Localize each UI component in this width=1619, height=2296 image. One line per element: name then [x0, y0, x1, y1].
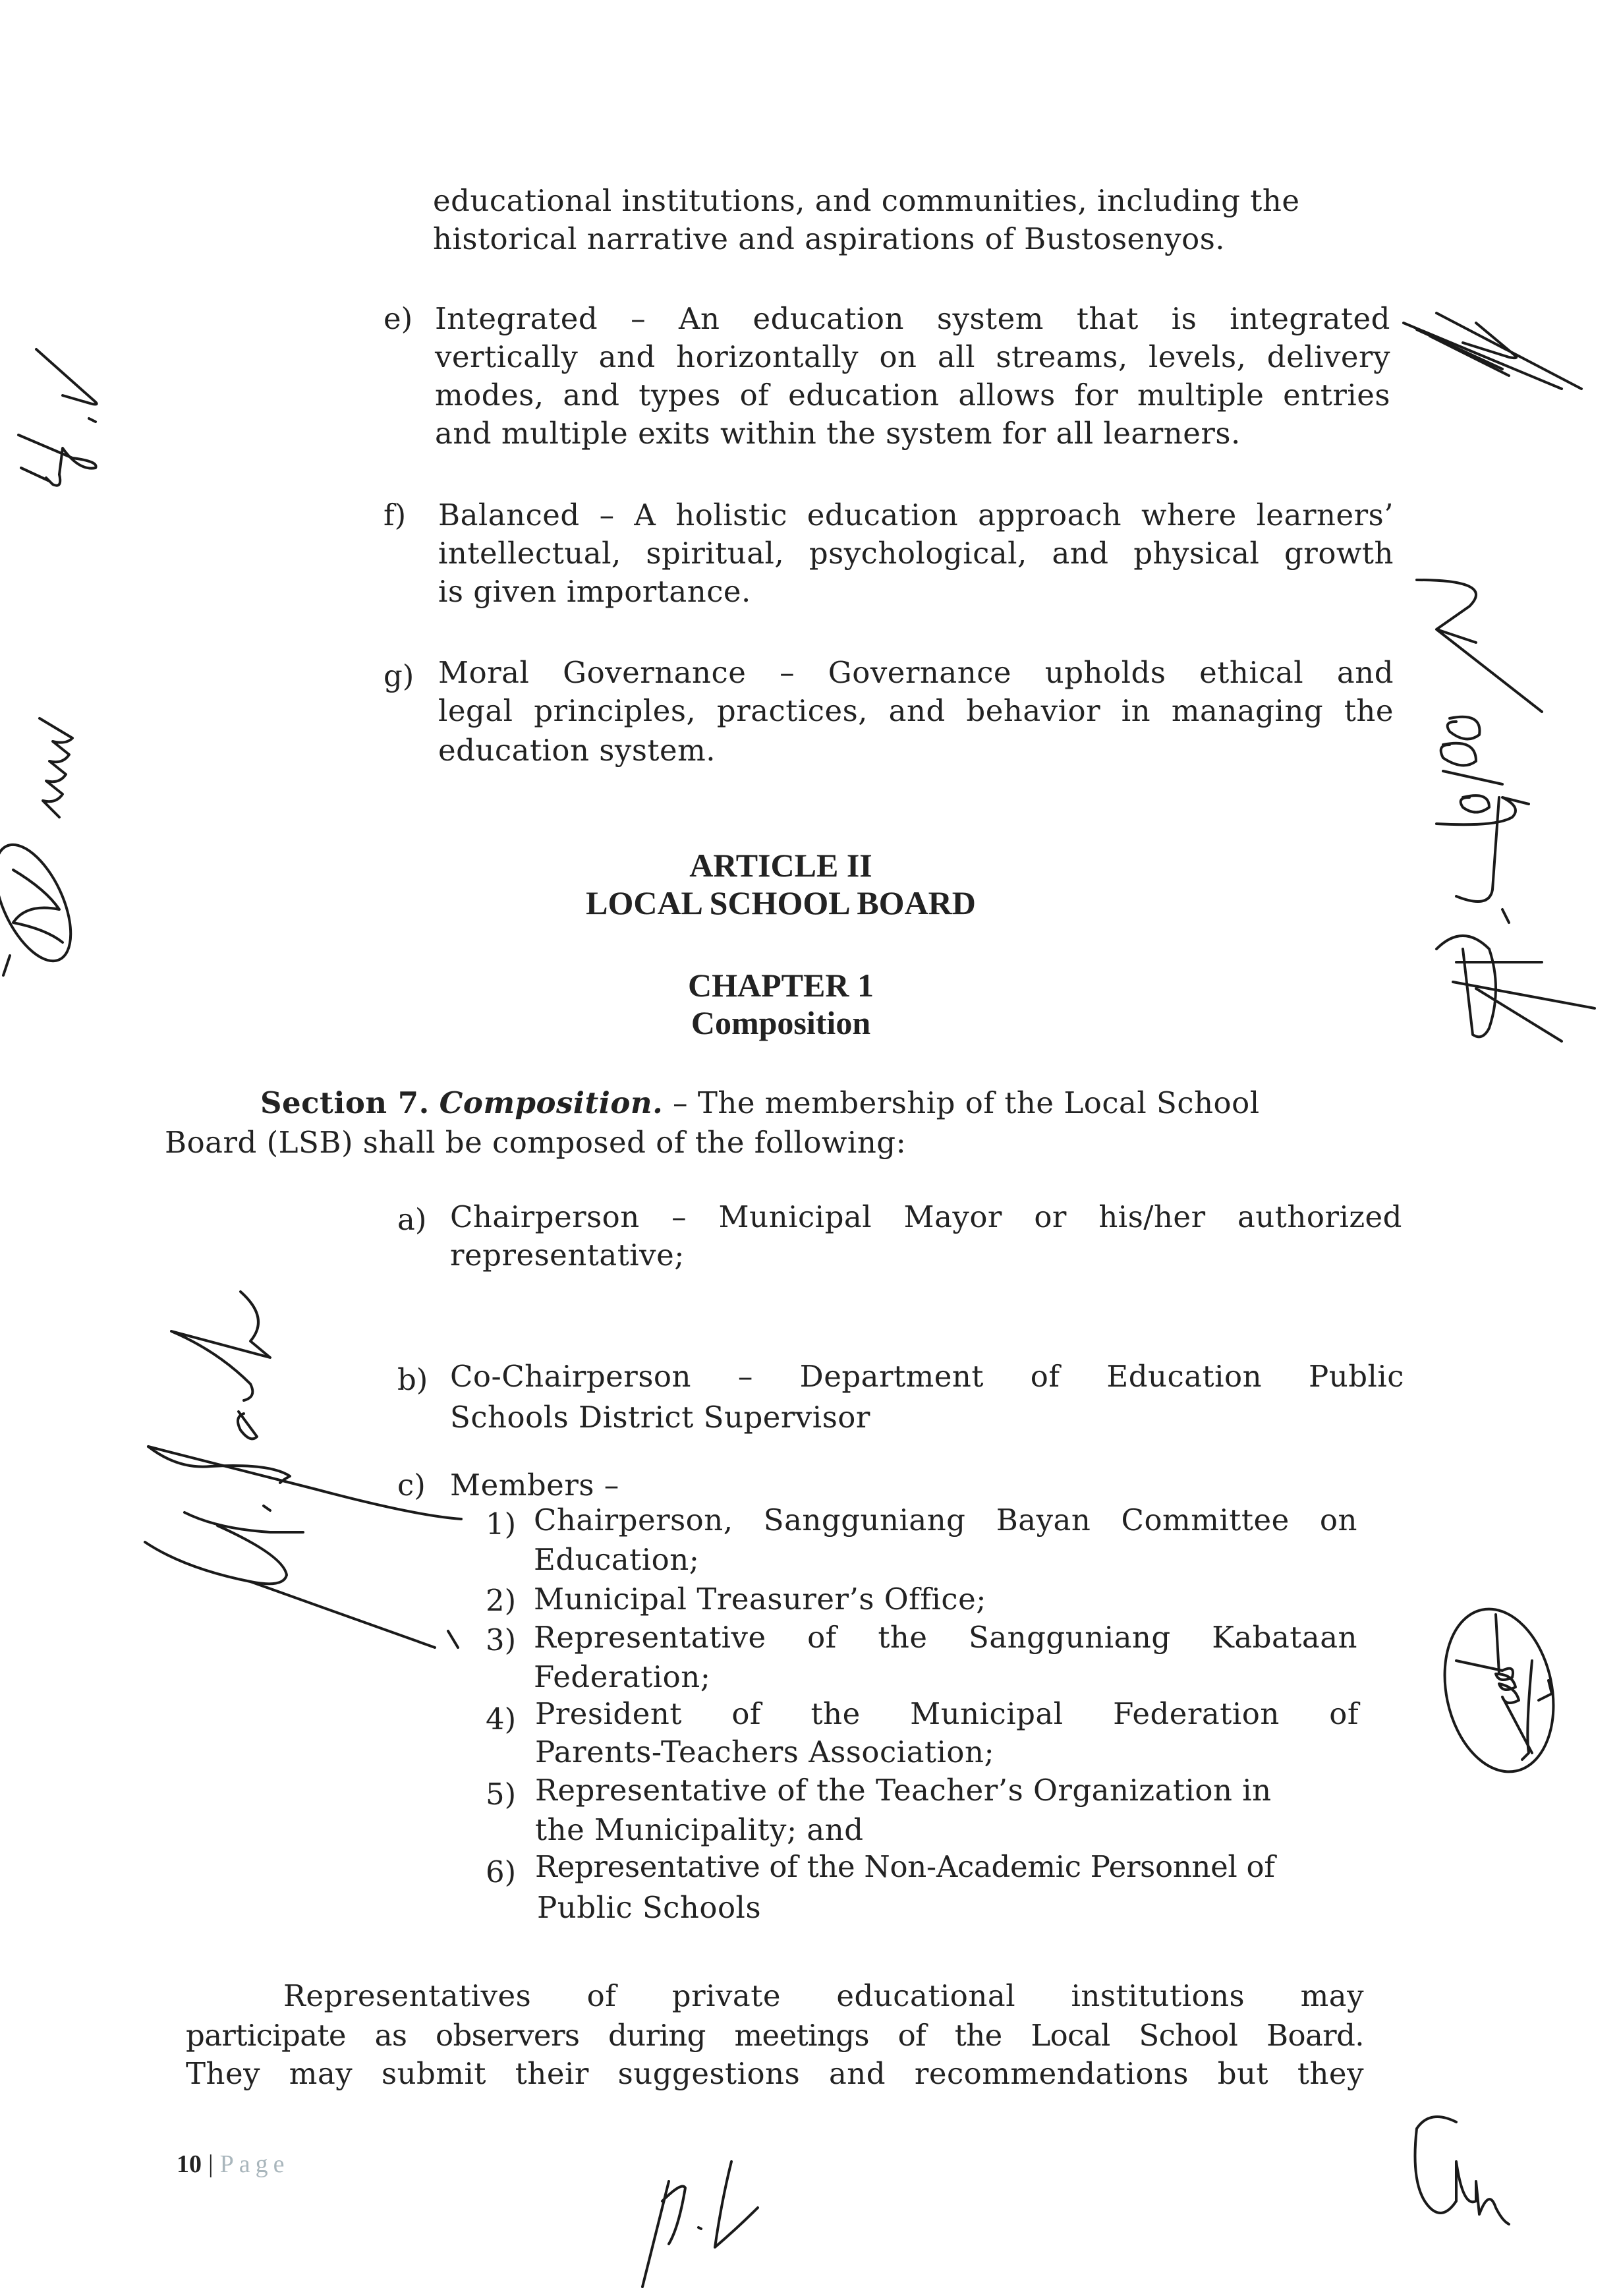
list-marker: 1): [486, 1507, 517, 1541]
member-line: Representative of the Teacher’s Organization in: [535, 1773, 1272, 1808]
signature-left-top: [0, 343, 132, 712]
footer-separator: |: [208, 2150, 213, 2178]
member-line: President of the Municipal Federation of: [535, 1696, 1359, 1731]
composition-line: representative;: [450, 1238, 685, 1273]
signature-right-lower: [1417, 1601, 1581, 1839]
principle-line: is given importance.: [438, 574, 751, 609]
member-line: Representative of the Sangguniang Kabataan: [534, 1620, 1357, 1655]
principle-line: Integrated – An education system that is integrated: [435, 301, 1390, 336]
article-title: LOCAL SCHOOL BOARD: [586, 884, 976, 921]
list-marker: f): [383, 498, 407, 532]
principle-line: intellectual, spiritual, psychological, and physical growth: [438, 536, 1394, 571]
section-text: – The membership of the Local School: [663, 1085, 1260, 1120]
closing-line: They may submit their suggestions and recommendations but they: [186, 2056, 1364, 2091]
signature-right-top: [1397, 310, 1595, 587]
signature-right-bottom: [1404, 2109, 1562, 2241]
list-marker: b): [397, 1362, 428, 1397]
list-marker: 6): [486, 1854, 517, 1889]
list-marker: 2): [486, 1583, 517, 1618]
page-number: 10: [177, 2150, 202, 2178]
list-marker: g): [383, 658, 414, 693]
continuation-line: educational institutions, and communities, including the: [433, 183, 1300, 218]
section-label: Section 7.: [260, 1085, 430, 1120]
principle-line: education system.: [438, 733, 716, 768]
section-text-line: Board (LSB) shall be composed of the following:: [165, 1125, 907, 1160]
article-number: ARTICLE II: [689, 847, 872, 884]
member-line: Chairperson, Sangguniang Bayan Committee on: [534, 1503, 1357, 1537]
closing-line: Representatives of private educational institutions may: [283, 1978, 1364, 2013]
list-marker: 5): [486, 1777, 517, 1812]
list-marker: a): [397, 1202, 427, 1237]
chapter-title: Composition: [691, 1004, 871, 1041]
principle-line: and multiple exits within the system for all learners.: [435, 416, 1241, 451]
composition-line: Members –: [450, 1468, 619, 1503]
composition-line: Schools District Supervisor: [450, 1400, 870, 1435]
principle-line: vertically and horizontally on all streams, levels, delivery: [435, 339, 1390, 374]
signature-left-lower: [119, 1265, 461, 1700]
page-label: Page: [219, 2150, 290, 2178]
chapter-number: CHAPTER 1: [688, 967, 874, 1004]
section-title: Composition.: [439, 1085, 664, 1120]
composition-line: Co-Chairperson – Department of Education Public: [450, 1359, 1404, 1394]
list-marker: c): [397, 1468, 426, 1503]
signature-left-middle: [0, 692, 132, 1087]
principle-line: Moral Governance – Governance upholds ethical and: [438, 655, 1394, 690]
signature-right-middle: [1397, 580, 1614, 1456]
member-line: Representative of the Non-Academic Personnel of: [535, 1849, 1275, 1884]
signature-bottom-center: [633, 2135, 817, 2296]
list-marker: 3): [486, 1622, 517, 1657]
list-marker: e): [383, 301, 413, 336]
section-heading: [260, 1084, 1406, 1122]
member-line: the Municipality; and: [535, 1812, 864, 1847]
page-footer: [177, 2150, 289, 2179]
member-line: Municipal Treasurer’s Office;: [534, 1582, 986, 1617]
list-marker: 4): [486, 1702, 517, 1736]
closing-line: participate as observers during meetings of the Local School Board.: [186, 2018, 1364, 2053]
member-line: Public Schools: [537, 1890, 762, 1925]
principle-line: Balanced – A holistic education approach where learners’: [438, 498, 1394, 532]
principle-line: legal principles, practices, and behavior in managing the: [438, 693, 1394, 728]
member-line: Parents-Teachers Association;: [535, 1735, 995, 1769]
continuation-line: historical narrative and aspirations of Bustosenyos.: [433, 221, 1226, 256]
composition-line: Chairperson – Municipal Mayor or his/her authorized: [450, 1199, 1402, 1234]
member-line: Federation;: [534, 1659, 711, 1694]
principle-line: modes, and types of education allows for multiple entries: [435, 378, 1390, 413]
member-line: Education;: [534, 1542, 700, 1577]
